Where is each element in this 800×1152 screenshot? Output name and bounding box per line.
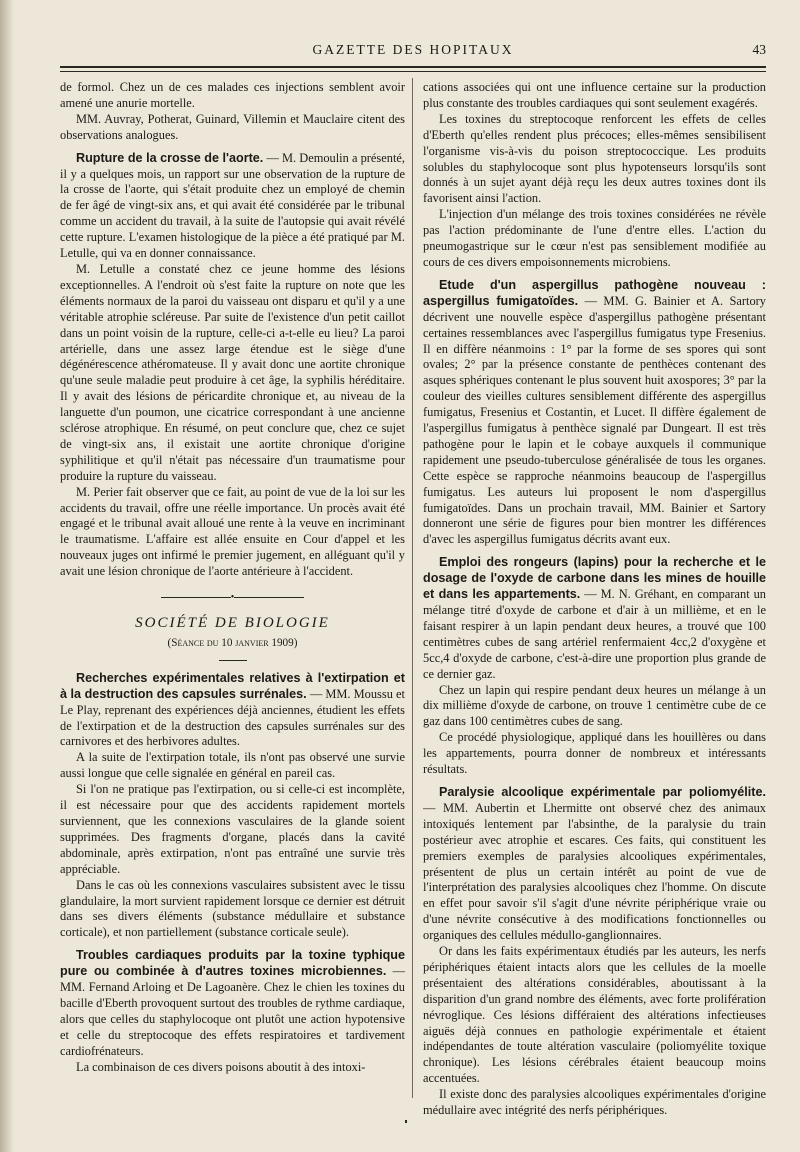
article-heading: Recherches expérimentales relatives à l'extirpation et à la destruction des capsules surrénales.	[60, 670, 405, 701]
paragraph: M. Letulle a constaté chez ce jeune homme des lésions exceptionnelles. A l'endroit où s'est faite la rupture on note que les éléments normaux de la paroi du vaisseau ont disparu et qu'il y a une véritable atrophie scléreuse. Par suite de l'existence d'un petit caillot dans un point voisin de la rupture, celle-ci a-t-elle eu lieu? La paroi artérielle, dans une assez large étendue est le siège d'une dégénérescence athéromateuse. Il y avait donc une aortite chronique qu'une seule maladie peut produire à cet âge, la syphilis héréditaire. Il y avait des lésions de péricardite chronique et, au niveau de la languette d'un poumon, une cicatrice correspondant à une ancienne sclérose atrophique. En résumé, on peut conclure que, chez ce sujet de vingt-six ans, il existait une aortite chronique d'origine syphilitique et qu'il n'était pas nécessaire d'un traumatisme pour produire la rupture du vaisseau.	[60, 261, 405, 483]
article-heading: Paralysie alcoolique expérimentale par poliomyélite.	[439, 784, 766, 799]
article-text: — MM. G. Bainier et A. Sartory décrivent une nouvelle espèce d'aspergillus pathogène présentant certaines ressemblances avec l'aspergillus fumigatus type Fresenius. Il en diffère néanmoins : 1° par la forme de ses spores qui sont ovales; 2° par la présence constante de penthèces contenant des asques sphériques contenant le plus souvent huit axospores; 3° par la couleur des vieilles cultures sensiblement différente des aspergillus fumigatus, Fresenius et Costantin, et Lucet. Il diffère également de l'aspergillus fumigatus à penthèce signalé par Dungeart. Il est très pathogène pour le lapin et le cobaye auxquels il communique rapidement une pseudo-tuberculose généralisée de tous les organes. Cette espèce se rapproche néanmoins beaucoup de l'aspergillus fumigatus. Les auteurs lui proposent le nom d'aspergillus fumigatoïdes. Dans un prochain travail, MM. Bainier et Sartory donneront une série de figures pour bien montrer les différences d'avec les aspergillus fumigatus décrits avant eux.	[423, 293, 766, 547]
paragraph: cations associées qui ont une influence certaine sur la production plus constante des troubles cardiaques qui sont seulement exagérés.	[423, 80, 766, 110]
header-rule-thin	[60, 71, 766, 72]
article-text: — MM. Moussu et Le Play, reprenant des expériences déjà anciennes, étudient les effets de l'extirpation et de la destruction des capsules surrénales sur des carnivores et des herbivores adultes.	[60, 686, 405, 749]
right-column	[423, 80, 766, 1119]
section-title: SOCIÉTÉ DE BIOLOGIE	[135, 615, 330, 631]
section-short-rule	[219, 660, 247, 661]
paragraph: Ce procédé physiologique, appliqué dans les houillères ou dans les appartements, pourra donner de nombreux et intéressants résultats.	[423, 730, 766, 777]
article-heading: Rupture de la crosse de l'aorte.	[76, 150, 264, 165]
paragraph: La combinaison de ces divers poisons aboutit à des intoxi-	[76, 1059, 366, 1074]
article-text: — M. N. Gréhant, en comparant un mélange titré d'oxyde de carbone et d'air à un millième, et en le faisant respirer à un lapin pendant deux heures, a trouvé que 100 centimètres cubes de sang artériel renfermaient 4cc,2 d'oxygène et 5cc,4 d'oxyde de carbone, c'est-à-dire une proportion plus grande de ce dernier gaz.	[423, 587, 766, 681]
paragraph: Chez un lapin qui respire pendant deux heures un mélange à un dix millième d'oxyde de carbone, on trouve 1 centimètre cube de ce gaz dans 100 centimètres cubes de sang.	[423, 682, 766, 729]
paragraph: de formol. Chez un de ces malades ces injections semblent avoir amené une anurie mortelle.	[60, 80, 405, 110]
paragraph: Dans le cas où les connexions vasculaires subsistent avec le tissu glandulaire, la mort survient rapidement lorsque ce dernier est détruit dans ses divers éléments (substance médullaire et substance corticale), et non partiellement (substance corticale seule).	[60, 877, 405, 940]
article-heading: Troubles cardiaques produits par la toxine typhique pure ou combinée à d'autres toxines microbiennes.	[60, 948, 405, 979]
paragraph: A la suite de l'extirpation totale, ils n'ont pas observé une survie aussi longue que celle signalée en général en pareil cas.	[60, 750, 405, 781]
paragraph: MM. Auvray, Potherat, Guinard, Villemin et Mauclaire citent des observations analogues.	[60, 111, 405, 142]
article-paralysie-alcoolique	[423, 785, 766, 944]
binding-shadow	[0, 0, 14, 1152]
article-rupture-aorte	[60, 151, 405, 262]
article-oxyde-carbone	[423, 555, 766, 682]
paragraph: M. Perier fait observer que ce fait, au point de vue de la loi sur les accidents du travail, offre une réelle importance. Un procès avait été engagé et le tribunal avait alloué une rente à la veuve en incriminant le traumatisme. L'affaire est allée ensuite en Cour d'appel et les nouveaux juges ont infirmé le premier jugement, en alléguant qu'il y avait une lésion chronique de l'aorte antérieure à l'accident.	[60, 484, 405, 579]
column-divider	[412, 78, 413, 1098]
article-text: — MM. Fernand Arloing et De Lagoanère. Chez le chien les toxines du bacille d'Eberth provoquent surtout des troubles de rythme cardiaque, alors que celles du staphylocoque ont plutôt une action hypotensive et celle du streptocoque des effets respiratoires et tardivement cardiofrénateurs.	[60, 964, 406, 1058]
header-rule-thick	[60, 66, 766, 68]
article-capsules-surrenales	[60, 671, 405, 751]
left-column	[60, 80, 405, 1075]
journal-title: GAZETTE DES HOPITAUX	[312, 42, 514, 57]
running-header	[60, 42, 766, 62]
paragraph: Il existe donc des paralysies alcooliques expérimentales d'origine médullaire avec intégrité des nerfs périphériques.	[423, 1087, 766, 1118]
article-troubles-cardiaques	[60, 948, 405, 1059]
article-aspergillus	[423, 278, 766, 548]
page-number: 43	[752, 42, 766, 57]
paragraph: L'injection d'un mélange des trois toxines considérées ne révèle pas l'action prédominante de l'une d'entre elles. L'action du pneumogastrique sur le cœur n'est pas sensiblement modifiée au cours de ces divers empoisonnements microbiens.	[423, 207, 766, 269]
article-heading: Emploi des rongeurs (lapins) pour la recherche et le dosage de l'oxyde de carbone dans les mines de houille et dans les appartements.	[423, 555, 766, 602]
article-text: — MM. Aubertin et Lhermitte ont observé chez des animaux intoxiqués lentement par l'absinthe, de la paralysie du train postérieur avec atrophie et escares. Ces faits, qui constituent les premiers exemples de paralysies alcooliques expérimentales, présentent de plus un certain intérêt au point de vue de l'interprétation des paralysies alcooliques chez l'homme. On discute en effet pour savoir s'il s'agit d'une névrite périphérique vraie ou d'une névrite consécutive à des modifications fonctionnelles ou organiques des cellules médullo-ganglionnaires.	[423, 800, 766, 943]
paragraph: Or dans les faits expérimentaux étudiés par les auteurs, les nerfs périphériques étaient intacts alors que les cellules de la moelle présentaient des altérations considérables, aboutissant à la disparition d'un grand nombre des éléments, avec forte prolifération névroglique. Ces lésions différaient des altérations infectieuses aiguës déjà connues en pathologie expérimentale et étaient indépendantes de toute altération vasculaire (poliomyélite toxique chronique). Les lésions cérébrales étaient beaucoup moins accentuées.	[423, 944, 766, 1086]
section-session-date: (Séance du 10 janvier 1909)	[167, 636, 298, 649]
article-text: — M. Demoulin a présenté, il y a quelques mois, un rapport sur une observation de la rupture de la crosse de l'aorte, qui s'était produite chez un employé de chemin de fer âgé de vingt-six ans, et qui avait été considérée par le tribunal comme un accident du travail, à la suite de l'autopsie qui avait révélé cette rupture. L'examen histologique de la pièce a été pratiqué par M. Letulle, qui va en donner connaissance.	[60, 150, 405, 261]
print-mark	[405, 1120, 407, 1123]
section-ornament: •	[60, 590, 405, 606]
paragraph: Si l'on ne pratique pas l'extirpation, ou si celle-ci est incomplète, il est nécessaire pour que des accidents rapidement mortels surviennent, que les connexions vasculaires de la glande soient supprimées. Des fragments d'organe, placés dans la cavité abdominale, après extirpation, n'ont pas entraîné une survie très appréciable.	[60, 782, 405, 876]
paragraph: Les toxines du streptocoque renforcent les effets de celles d'Eberth qu'elles rendent plus précoces; elles-mêmes sensibilisent l'organisme vis-à-vis du poison streptococcique. Les produits solubles du staphylocoque sont plus hypotenseurs lorsqu'ils sont donnés à un sujet ayant déjà reçu les deux autres toxines dont ils favorisent ainsi l'action.	[423, 111, 766, 206]
article-heading: Etude d'un aspergillus pathogène nouveau : aspergillus fumigatoïdes.	[423, 277, 766, 308]
